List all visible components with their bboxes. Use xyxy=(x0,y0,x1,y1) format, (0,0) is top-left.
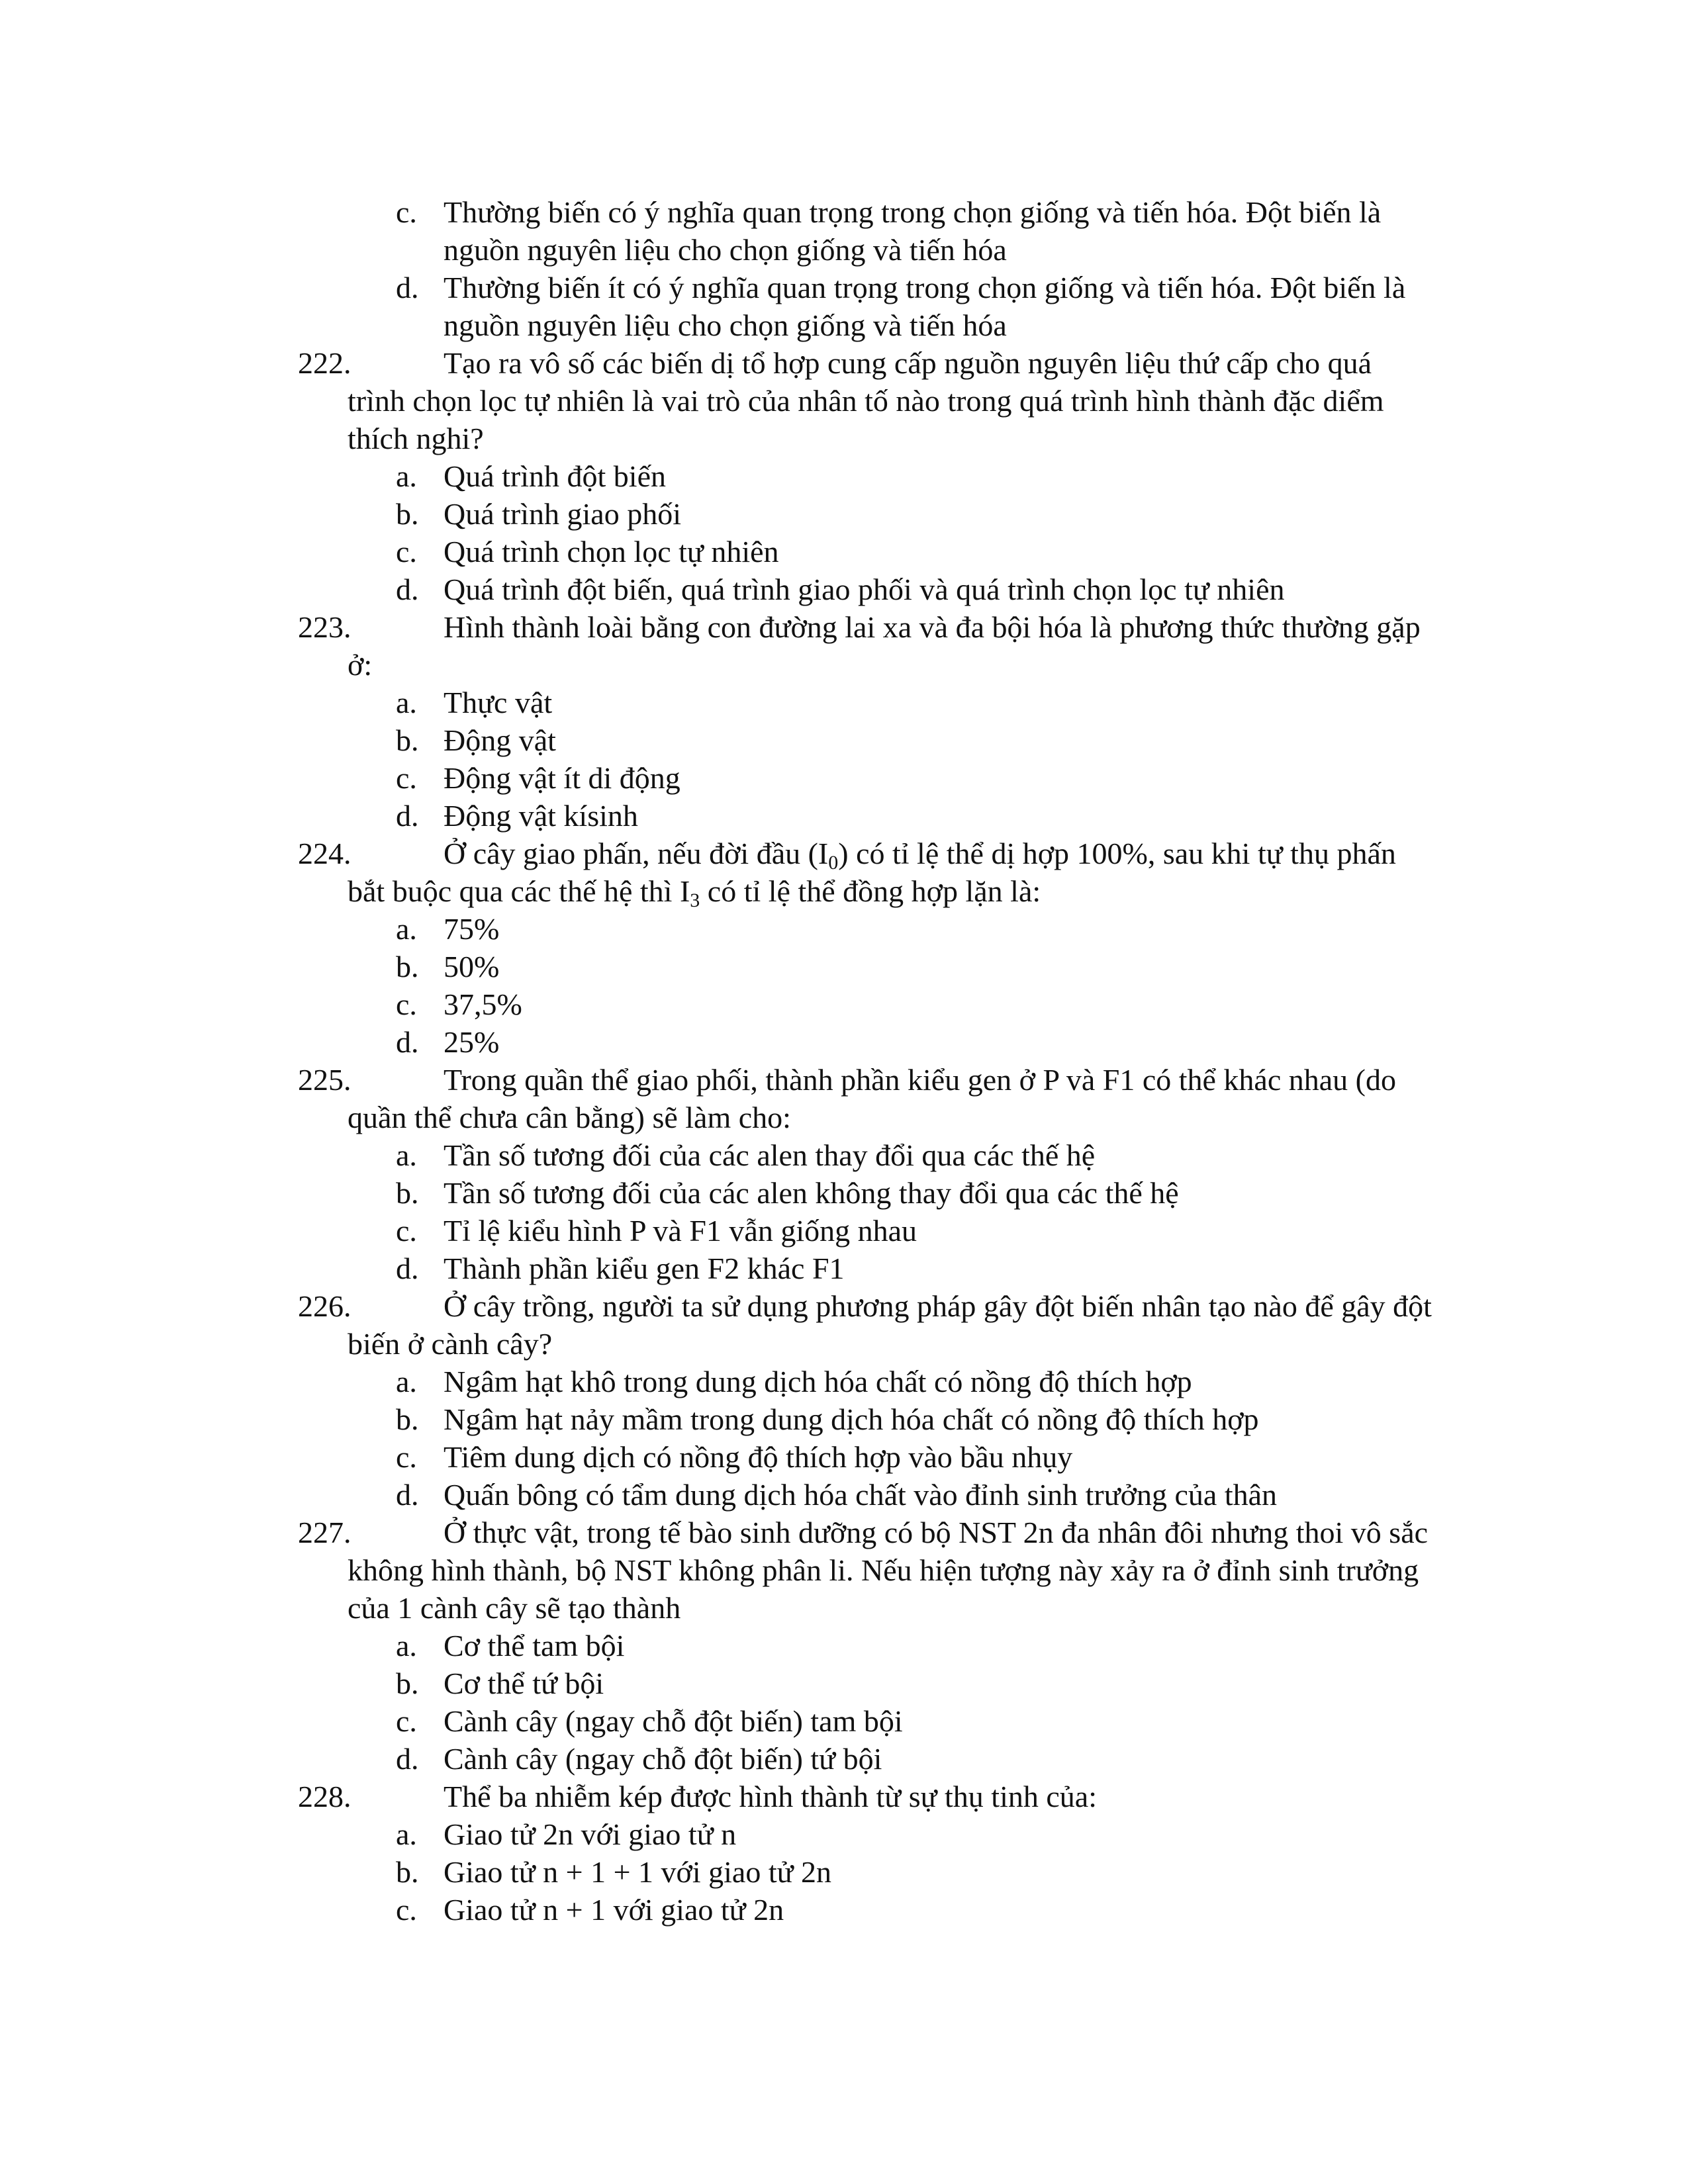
option-text: Thành phần kiểu gen F2 khác F1 xyxy=(444,1251,845,1285)
question-222 xyxy=(298,344,1436,457)
option-letter: d. xyxy=(396,1025,419,1059)
question-text: Trong quần thể giao phối, thành phần kiểu gen ở P và F1 có thể khác nhau (do quần thể chưa cân bằng) sẽ làm cho: xyxy=(348,1063,1397,1134)
option-text: Thường biến ít có ý nghĩa quan trọng trong chọn giống và tiến hóa. Đột biến là nguồn nguyên liệu cho chọn giống và tiến hóa xyxy=(444,271,1406,342)
option-b xyxy=(298,1174,1436,1212)
option-b xyxy=(298,1853,1436,1891)
subscript: 3 xyxy=(690,889,700,911)
option-c xyxy=(298,759,1436,797)
option-a xyxy=(298,1627,1436,1664)
question-number: 228. xyxy=(298,1780,352,1813)
text-part: Ở cây giao phấn, nếu đời đầu (I xyxy=(444,837,829,870)
question-226 xyxy=(298,1287,1436,1363)
option-c xyxy=(298,193,1436,269)
option-letter: c. xyxy=(396,1440,417,1474)
option-d xyxy=(298,570,1436,608)
question-number: 227. xyxy=(298,1516,352,1549)
text-part: ) có tỉ lệ thể dị hợp 100%, sau khi tự thụ phấn bắt buộc qua các thế hệ thì I xyxy=(348,837,1396,908)
question-223 xyxy=(298,608,1436,684)
option-text: Tần số tương đối của các alen thay đổi qua các thế hệ xyxy=(444,1138,1096,1172)
question-227 xyxy=(298,1514,1436,1627)
option-text: Giao tử n + 1 + 1 với giao tử 2n xyxy=(444,1855,832,1889)
option-text: Ngâm hạt nảy mầm trong dung dịch hóa chất có nồng độ thích hợp xyxy=(444,1402,1259,1436)
question-224 xyxy=(298,835,1436,910)
option-a xyxy=(298,1815,1436,1853)
option-text: Ngâm hạt khô trong dung dịch hóa chất có nồng độ thích hợp xyxy=(444,1365,1192,1398)
option-text: 25% xyxy=(444,1025,500,1059)
question-number: 225. xyxy=(298,1063,352,1097)
option-text: Quá trình chọn lọc tự nhiên xyxy=(444,535,779,569)
option-letter: c. xyxy=(396,1214,417,1248)
option-text: 50% xyxy=(444,950,500,983)
option-text: Cành cây (ngay chỗ đột biến) tứ bội xyxy=(444,1742,882,1776)
option-c xyxy=(298,533,1436,570)
option-letter: b. xyxy=(396,497,419,531)
option-text: Giao tử n + 1 với giao tử 2n xyxy=(444,1893,784,1927)
option-letter: d. xyxy=(396,1478,419,1512)
text-part: có tỉ lệ thể đồng hợp lặn là: xyxy=(700,874,1041,908)
option-text: Tỉ lệ kiểu hình P và F1 vẫn giống nhau xyxy=(444,1214,917,1248)
subscript: 0 xyxy=(828,852,839,874)
option-letter: a. xyxy=(396,1817,417,1851)
option-c xyxy=(298,1702,1436,1740)
option-text: Quá trình đột biến, quá trình giao phối và quá trình chọn lọc tự nhiên xyxy=(444,572,1285,606)
option-letter: b. xyxy=(396,723,419,757)
question-text xyxy=(348,835,1436,910)
option-c xyxy=(298,985,1436,1023)
option-d xyxy=(298,1023,1436,1061)
question-text: Hình thành loài bằng con đường lai xa và đa bội hóa là phương thức thường gặp ở: xyxy=(348,610,1421,682)
option-a xyxy=(298,684,1436,721)
option-letter: d. xyxy=(396,1742,419,1776)
option-a xyxy=(298,457,1436,495)
option-letter: c. xyxy=(396,987,417,1021)
option-text: Động vật xyxy=(444,723,556,757)
option-a xyxy=(298,1136,1436,1174)
option-letter: d. xyxy=(396,572,419,606)
option-letter: a. xyxy=(396,1629,417,1662)
option-a xyxy=(298,910,1436,948)
question-list xyxy=(298,193,1436,1929)
option-letter: a. xyxy=(396,686,417,719)
option-text: 75% xyxy=(444,912,500,946)
option-letter: c. xyxy=(396,761,417,795)
option-text: Cành cây (ngay chỗ đột biến) tam bội xyxy=(444,1704,903,1738)
option-text: Tần số tương đối của các alen không thay đổi qua các thế hệ xyxy=(444,1176,1179,1210)
option-letter: a. xyxy=(396,1365,417,1398)
option-text: 37,5% xyxy=(444,987,522,1021)
option-b xyxy=(298,948,1436,985)
option-text: Động vật kísinh xyxy=(444,799,638,833)
option-text: Quấn bông có tẩm dung dịch hóa chất vào đỉnh sinh trưởng của thân xyxy=(444,1478,1278,1512)
option-letter: c. xyxy=(396,195,417,229)
option-letter: b. xyxy=(396,1666,419,1700)
option-d xyxy=(298,1476,1436,1514)
option-letter: c. xyxy=(396,1893,417,1927)
option-b xyxy=(298,1400,1436,1438)
question-number: 222. xyxy=(298,346,352,380)
option-text: Giao tử 2n với giao tử n xyxy=(444,1817,737,1851)
option-letter: a. xyxy=(396,459,417,493)
option-c xyxy=(298,1438,1436,1476)
option-b xyxy=(298,1664,1436,1702)
option-letter: b. xyxy=(396,1855,419,1889)
option-text: Động vật ít di động xyxy=(444,761,680,795)
option-text: Cơ thể tam bội xyxy=(444,1629,625,1662)
option-letter: a. xyxy=(396,1138,417,1172)
option-a xyxy=(298,1363,1436,1400)
option-letter: d. xyxy=(396,1251,419,1285)
option-text: Tiêm dung dịch có nồng độ thích hợp vào bầu nhụy xyxy=(444,1440,1073,1474)
option-text: Cơ thể tứ bội xyxy=(444,1666,604,1700)
option-d xyxy=(298,269,1436,344)
option-letter: c. xyxy=(396,535,417,569)
option-text: Thực vật xyxy=(444,686,553,719)
option-letter: b. xyxy=(396,950,419,983)
question-text: Ở cây trồng, người ta sử dụng phương pháp gây đột biến nhân tạo nào để gây đột biến ở cành cây? xyxy=(348,1289,1432,1361)
question-number: 223. xyxy=(298,610,352,644)
option-letter: b. xyxy=(396,1402,419,1436)
question-number: 226. xyxy=(298,1289,352,1323)
option-c xyxy=(298,1212,1436,1250)
question-228 xyxy=(298,1778,1436,1815)
option-text: Quá trình giao phối xyxy=(444,497,681,531)
option-d xyxy=(298,1740,1436,1778)
option-b xyxy=(298,495,1436,533)
option-letter: c. xyxy=(396,1704,417,1738)
option-text: Quá trình đột biến xyxy=(444,459,666,493)
question-225 xyxy=(298,1061,1436,1136)
option-letter: b. xyxy=(396,1176,419,1210)
question-text: Tạo ra vô số các biến dị tổ hợp cung cấp nguồn nguyên liệu thứ cấp cho quá trình chọn lọc tự nhiên là vai trò của nhân tố nào trong quá trình hình thành đặc diểm thích nghi? xyxy=(348,346,1384,455)
option-letter: d. xyxy=(396,271,419,304)
question-number: 224. xyxy=(298,837,352,870)
option-letter: d. xyxy=(396,799,419,833)
question-text: Ở thực vật, trong tế bào sinh dưỡng có bộ NST 2n đa nhân đôi nhưng thoi vô sắc không hình thành, bộ NST không phân li. Nếu hiện tượng này xảy ra ở đỉnh sinh trưởng của 1 cành cây sẽ tạo thành xyxy=(348,1516,1429,1625)
option-letter: a. xyxy=(396,912,417,946)
option-c xyxy=(298,1891,1436,1929)
option-b xyxy=(298,721,1436,759)
option-text: Thường biến có ý nghĩa quan trọng trong chọn giống và tiến hóa. Đột biến là nguồn nguyên liệu cho chọn giống và tiến hóa xyxy=(444,195,1382,267)
question-text: Thể ba nhiễm kép được hình thành từ sự thụ tinh của: xyxy=(444,1780,1097,1813)
option-d xyxy=(298,1250,1436,1287)
option-d xyxy=(298,797,1436,835)
